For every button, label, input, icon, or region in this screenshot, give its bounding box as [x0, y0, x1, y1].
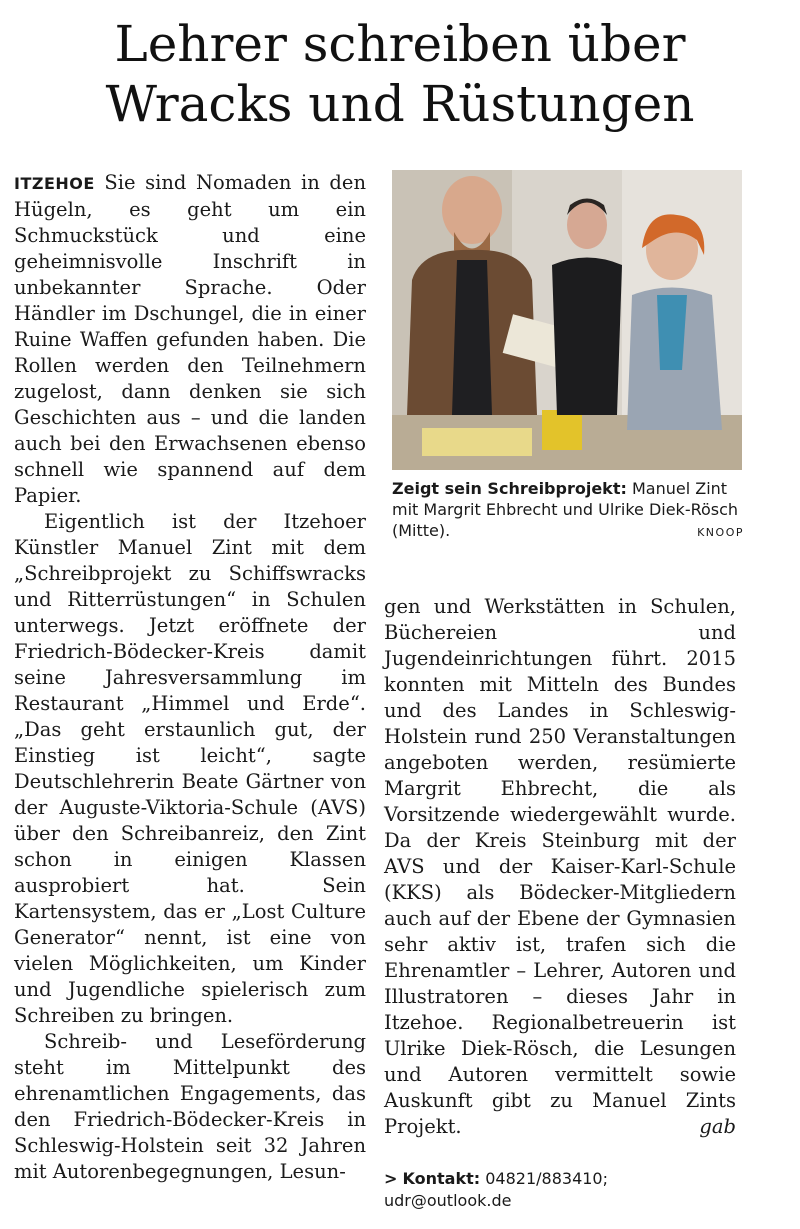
paragraph-3-continued-text: gen und Werkstätten in Schulen, Büchereien und Jugendeinrichtungen führt. 2015 konnten mit Mitteln des Bundes und des Landes in Schleswig-Holstein rund 250 Veranstaltungen angeboten werden, resümierte Margrit Ehbrecht, die als Vorsitzende wiedergewählt wurde. Da der Kreis Steinburg mit der AVS und der Kaiser-Karl-Schule (KKS) als Bödecker-Mitgliedern auch auf der Ebene der Gymnasien sehr aktiv ist, trafen sich die Ehrenamtler – Lehrer, Autoren und Illustratoren – dieses Jahr in Itzehoe. Regionalbetreuerin ist Ulrike Diek-Rösch, die Lesungen und Autoren vermittelt sowie Auskunft gibt zu Manuel Zints Projekt. — [384, 595, 736, 1138]
contact-info — [384, 1168, 744, 1212]
photo-credit: KNOOP — [697, 526, 744, 539]
author-signature: gab — [699, 1115, 736, 1138]
article-column-left — [14, 170, 366, 1185]
headline-line-2: Wracks und Rüstungen — [105, 75, 695, 133]
article-column-right — [384, 594, 736, 1140]
photo-illustration — [392, 170, 742, 470]
contact-label: Kontakt: — [402, 1169, 481, 1188]
photo-caption — [392, 478, 744, 543]
contact-email: udr@outlook.de — [384, 1191, 512, 1210]
paragraph-1 — [14, 170, 366, 509]
dateline: ITZEHOE — [14, 174, 95, 193]
contact-phone: 04821/883410; — [485, 1169, 608, 1188]
paragraph-1-text: Sie sind Nomaden in den Hügeln, es geht um ein Schmuckstück und eine geheimnisvolle Inschrift in unbekannter Sprache. Oder Händler im Dschungel, die in einer Ruine Waffen gefunden haben. Die Rollen werden den Teilnehmern zugelost, dann denken sie sich Geschichten aus – und die landen auch bei den Erwachsenen ebenso schnell wie spannend auf dem Papier. — [14, 171, 366, 507]
article-photo — [392, 170, 742, 470]
paragraph-2: Eigentlich ist der Itzehoer Künstler Manuel Zint mit dem „Schreibprojekt zu Schiffswracks und Ritterrüstungen“ in Schulen unterwegs. Jetzt eröffnete der Friedrich-Bödecker-Kreis damit seine Jahresversammlung im Restaurant „Himmel und Erde“. „Das geht erstaunlich gut, der Einstieg ist leicht“, sagte Deutschlehrerin Beate Gärtner von der Auguste-Viktoria-Schule (AVS) über den Schreibanreiz, den Zint schon in einigen Klassen ausprobiert hat. Sein Kartensystem, das er „Lost Culture Generator“ nennt, ist eine von vielen Möglichkeiten, um Kinder und Jugendliche spielerisch zum Schreiben zu bringen. — [14, 510, 366, 1027]
headline — [0, 14, 800, 134]
paragraph-3: Schreib- und Leseförderung steht im Mittelpunkt des ehrenamtlichen Engagements, das den Friedrich-Bödecker-Kreis in Schleswig-Holstein seit 32 Jahren mit Autorenbegegnungen, Lesun- — [14, 1030, 366, 1183]
caption-text: Manuel Zint mit Margrit Ehbrecht und Ulrike Diek-Rösch (Mitte). — [392, 479, 739, 540]
headline-line-1: Lehrer schreiben über — [114, 15, 686, 73]
caption-lead: Zeigt sein Schreibprojekt: — [392, 479, 627, 498]
paragraph-3-continued — [384, 594, 736, 1140]
contact-marker: > — [384, 1169, 398, 1188]
